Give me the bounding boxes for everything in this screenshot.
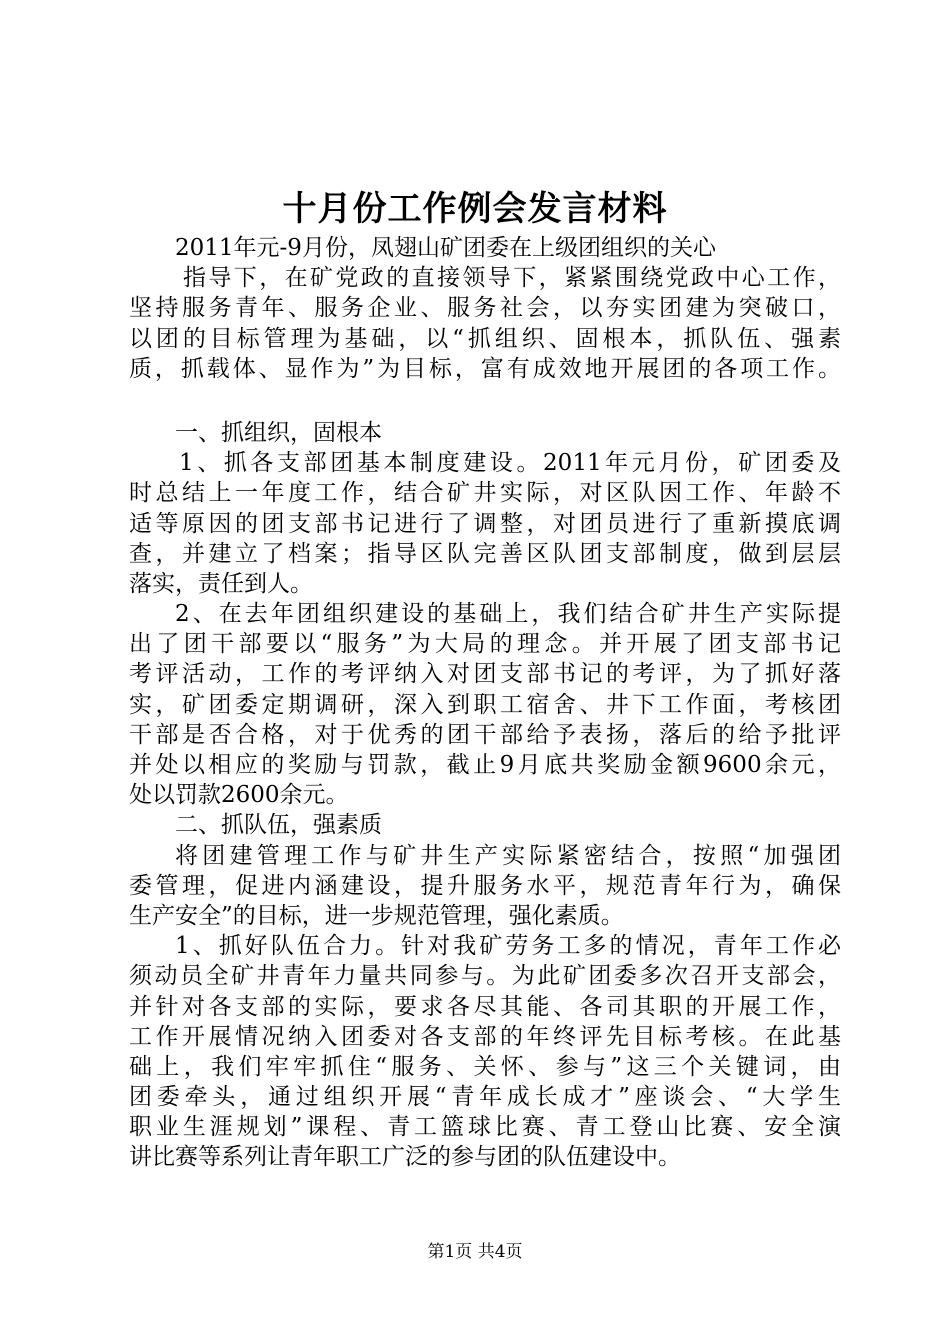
paragraph-line: 并处以相应的奖励与罚款，截止9月底共奖励金额9600余元， (129, 752, 841, 778)
paragraph-line: 团委牵头，通过组织开展“青年成长成才”座谈会、“大学生 (129, 1084, 841, 1111)
paragraph-line: 指导下，在矿党政的直接领导下，紧紧围绕党政中心工作， (183, 265, 841, 292)
paragraph-line: 质，抓载体、显作为”为目标，富有成效地开展团的各项工作。 (129, 355, 841, 382)
document-title: 十月份工作例会发言材料 (282, 189, 668, 229)
paragraph-line: 1、抓好队伍合力。针对我矿劳务工多的情况，青年工作必 (175, 933, 841, 960)
paragraph-line: 出了团干部要以“服务”为大局的理念。并开展了团支部书记 (129, 631, 841, 658)
paragraph-gap (129, 384, 841, 418)
paragraph-line: 落实，责任到人。 (129, 570, 313, 597)
paragraph-line: 将团建管理工作与矿井生产实际紧密结合，按照“加强团 (175, 842, 841, 869)
paragraph-line: 查，并建立了档案；指导区队完善区队团支部制度，做到层层 (129, 540, 841, 567)
paragraph-line: 处以罚款2600余元。 (129, 782, 349, 809)
paragraph-line: 以团的目标管理为基础，以“抓组织、固根本，抓队伍、强素 (129, 325, 841, 352)
paragraph-line: 干部是否合格，对于优秀的团干部给予表扬，落后的给予批评 (129, 721, 841, 748)
paragraph-line: 须动员全矿井青年力量共同参与。为此矿团委多次召开支部会， (129, 963, 841, 990)
paragraph-line: 工作开展情况纳入团委对各支部的年终评先目标考核。在此基 (129, 1023, 841, 1050)
paragraph-line: 适等原因的团支部书记进行了调整，对团员进行了重新摸底调 (129, 510, 841, 537)
paragraph-line: 时总结上一年度工作，结合矿井实际，对区队因工作、年龄不 (129, 480, 841, 507)
paragraph-line: 1、抓各支部团基本制度建设。2011年元月份，矿团委及 (179, 450, 841, 477)
paragraph-line: 坚持服务青年、服务企业、服务社会，以夯实团建为突破口， (129, 295, 841, 322)
paragraph-line: 础上，我们牢牢抓住“服务、关怀、参与”这三个关键词，由 (129, 1053, 841, 1080)
paragraph-line: 2011年元-9月份，凤翅山矿团委在上级团组织的关心 (175, 235, 716, 261)
section-heading: 一、抓组织，固根本 (175, 419, 382, 446)
paragraph-line: 委管理，促进内涵建设，提升服务水平，规范青年行为，确保 (129, 872, 841, 899)
paragraph-line: 2、在去年团组织建设的基础上，我们结合矿井生产实际提 (175, 601, 841, 628)
page-footer: 第1页 共4页 (427, 1242, 523, 1262)
paragraph-line: 实，矿团委定期调研，深入到职工宿舍、井下工作面，考核团 (129, 691, 841, 718)
paragraph-line: 并针对各支部的实际，要求各尽其能、各司其职的开展工作， (129, 993, 841, 1020)
section-heading: 二、抓队伍，强素质 (175, 812, 382, 839)
document-body (129, 233, 841, 1173)
paragraph-line: 考评活动，工作的考评纳入对团支部书记的考评，为了抓好落 (129, 661, 841, 688)
paragraph-line: 生产安全”的目标，进一步规范管理，强化素质。 (129, 902, 624, 929)
paragraph-line: 讲比赛等系列让青年职工广泛的参与团的队伍建设中。 (129, 1144, 681, 1171)
paragraph-line: 职业生涯规划”课程、青工篮球比赛、青工登山比赛、安全演 (129, 1114, 841, 1141)
